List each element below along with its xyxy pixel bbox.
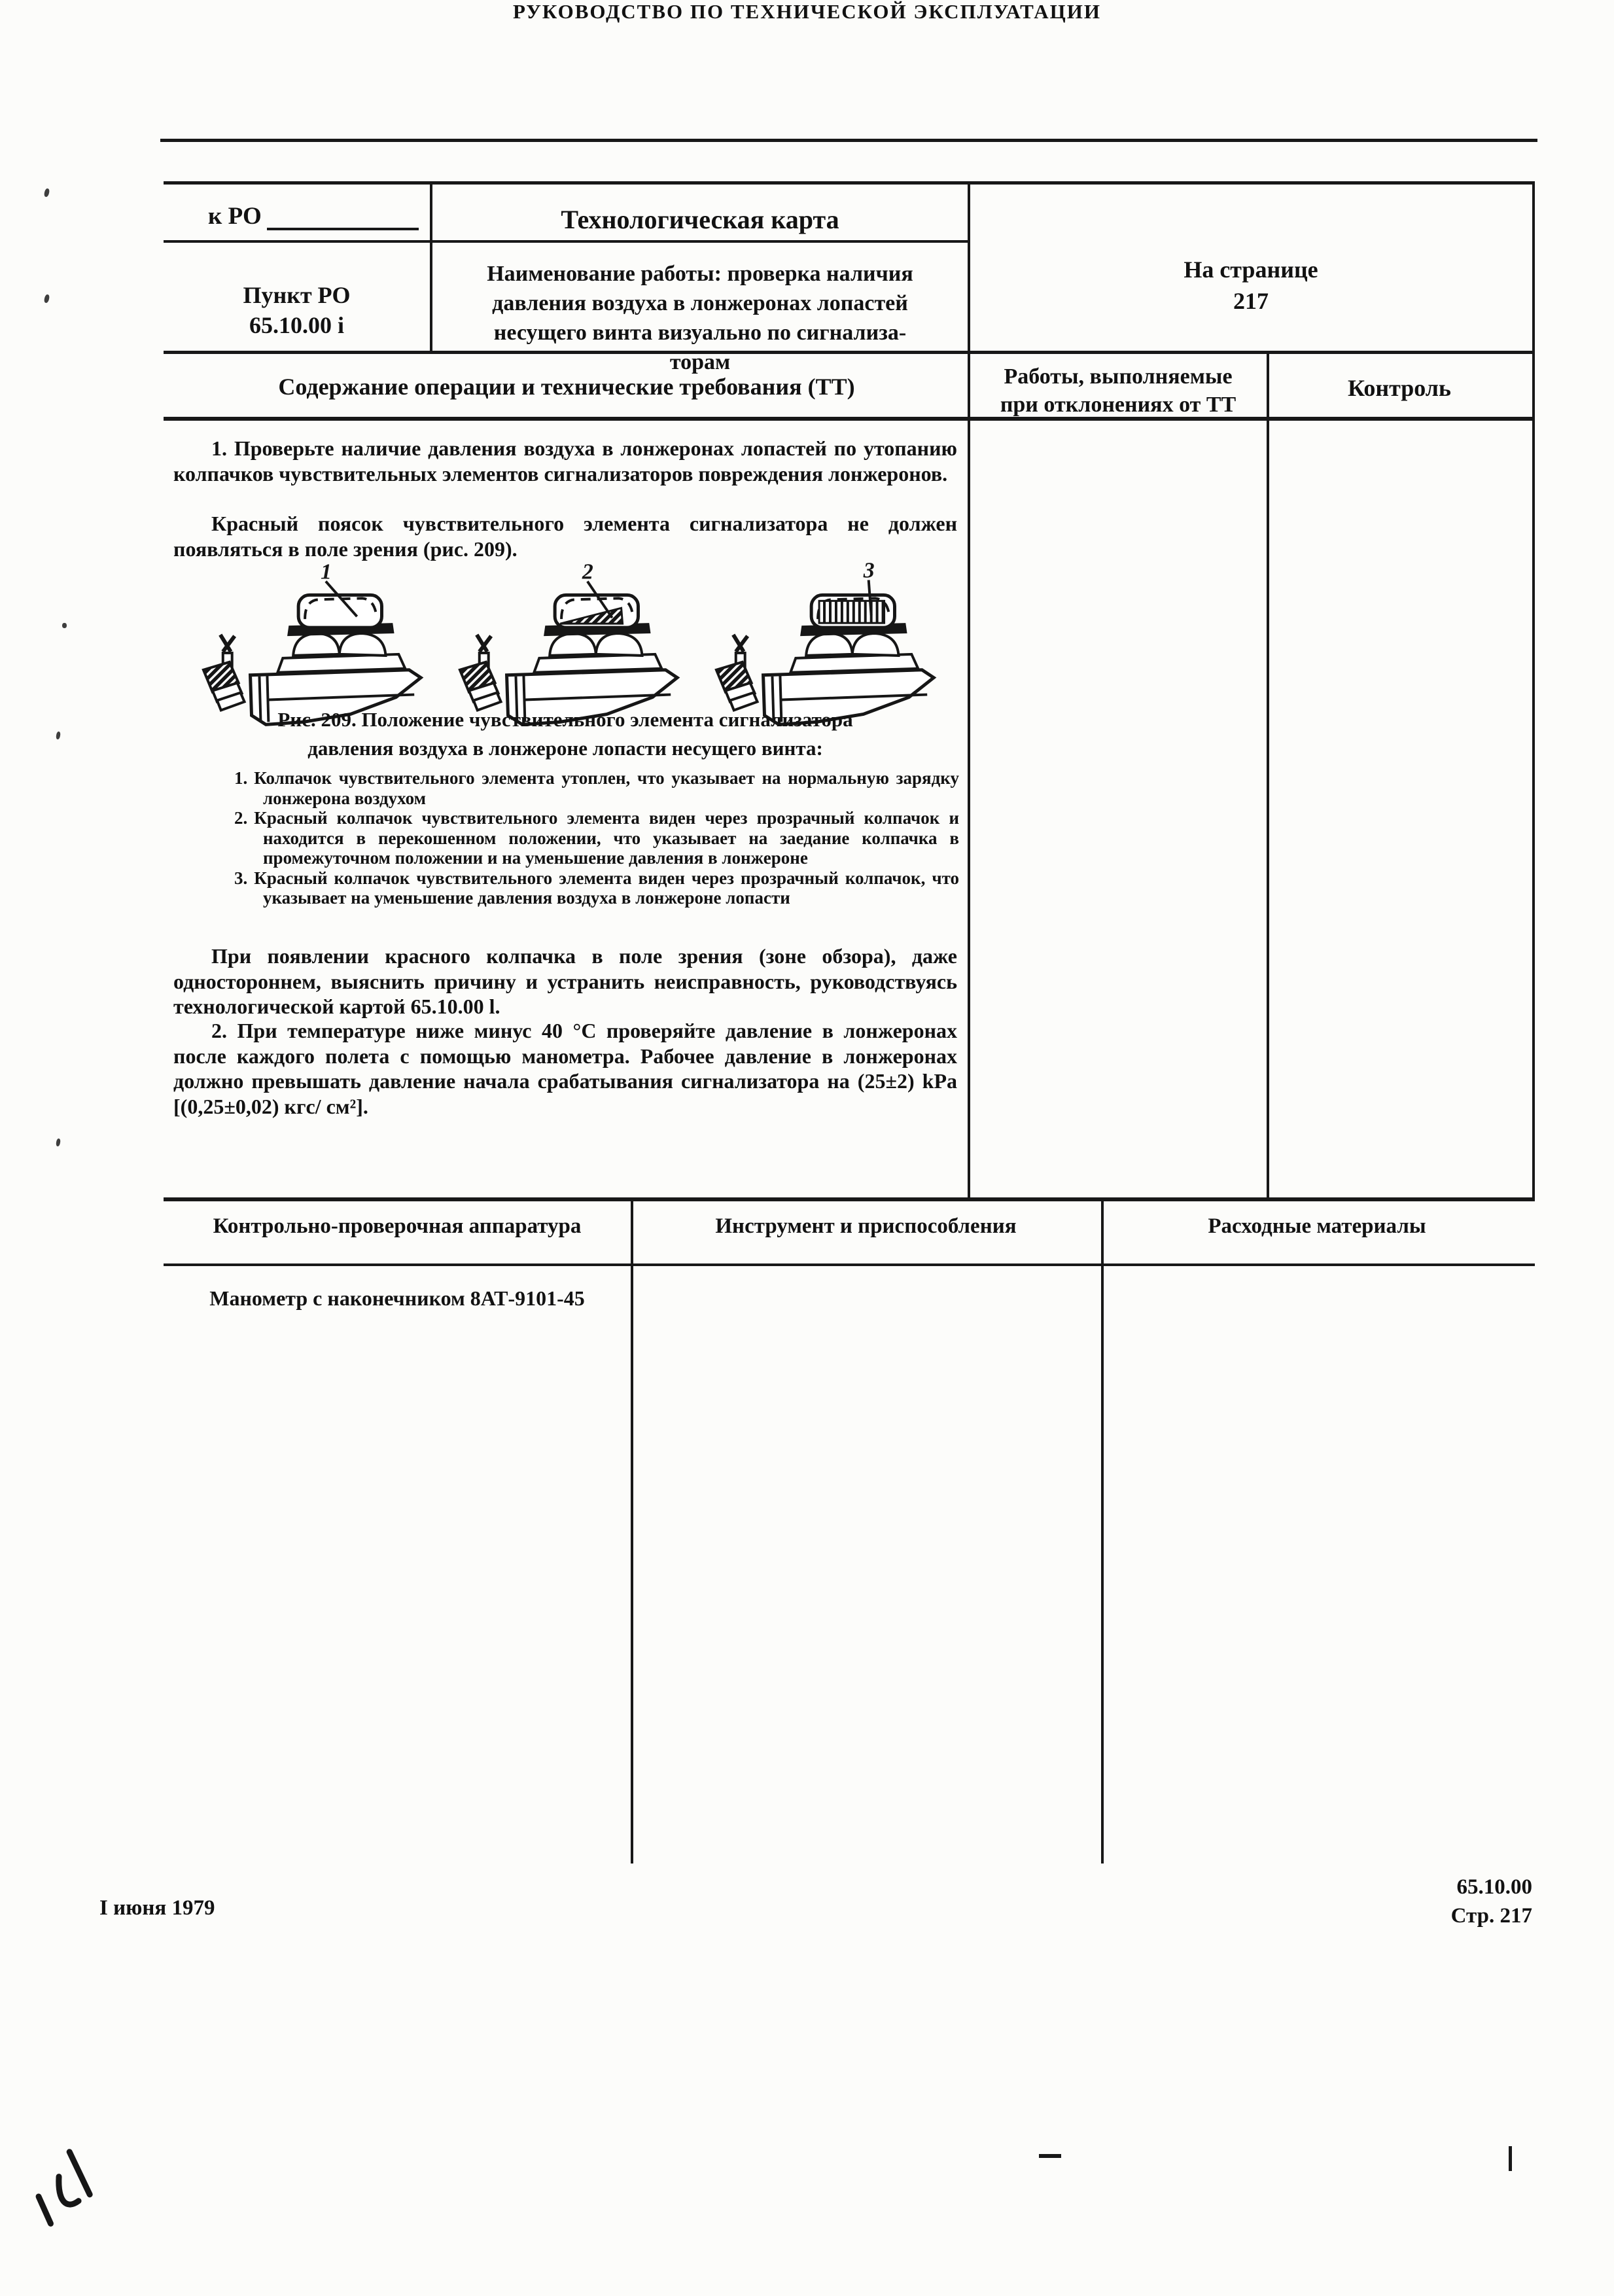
work-name-line: несущего винта визуально по сигнализа- [493,321,907,345]
table-right-border [1532,181,1535,1201]
figure-label-1: 1 [320,559,332,584]
work-name-cell [445,259,955,377]
figure-caption-list [234,768,959,908]
deviations-header-line2: при отклонениях от ТТ [1000,393,1237,417]
paragraph-1: 1. Проверьте наличие давления воздуха в лонжеронах лопастей по утопанию колпачков чувствительных элементов сигнализаторов повреждения лонжеронов. [173,436,957,486]
scan-speck [62,623,67,628]
scan-speck [44,294,50,303]
figure-caption-line2: давления воздуха в лонжероне лопасти несущего винта: [307,737,823,760]
bottom-header-tools: Инструмент и приспособления [715,1214,1017,1238]
work-name-line: давления воздуха в лонжеронах лопастей [492,291,908,315]
paragraph-4: 2. При температуре ниже минус 40 °С проверяйте давление в лонжеронах после каждого полета с помощью манометра. Рабочее давление в лонжеронах должно превышать давление начала срабатывания сигнализатора на (25±2) kPa [(0,25±0,02) кгс/ см²]. [173,1019,957,1118]
column-header-deviations [970,362,1267,419]
card-title: Технологическая карта [561,205,839,234]
scan-speck [56,732,61,740]
ro-point-value: 65.10.00 i [249,312,344,338]
bottom-table-divider-1 [631,1200,633,1863]
on-page-value: 217 [1233,288,1269,314]
vertical-divider-2 [968,181,970,1201]
work-name-line: Наименование работы: проверка наличия [487,262,913,286]
table-row-divider [164,240,970,243]
work-name-line: торам [669,350,731,374]
table-top-border [164,181,1535,185]
column-header-contents: Содержание операции и технические требования (ТТ) [278,374,855,400]
caption-item-text: Красный колпачок чувствительного элемента виден через прозрачный колпачок и находится в перекошенном положении, что указывает на заедание колпачка в промежуточном положении и на уменьшение давления в лонжероне [254,808,959,868]
vertical-divider-1 [430,181,432,354]
paragraph-3: При появлении красного колпачка в поле зрения (зоне обзора), даже одностороннем, выяснить причину и устранить неисправность, руководствуясь технологической картой 65.10.00 l. [173,944,957,1018]
caption-item-text: Красный колпачок чувствительного элемента виден через прозрачный колпачок, что указывает на уменьшение давления воздуха в лонжероне лопасти [254,868,959,908]
figure-illustration-3 [706,557,953,726]
bottom-header-materials: Расходные материалы [1208,1214,1426,1238]
caption-item-number: 3. [234,868,248,888]
ro-point-cell [164,280,430,340]
scan-speck [44,188,50,197]
to-ro-cell [208,202,419,230]
figure-caption-item [234,808,959,868]
to-ro-blank-line [267,202,419,230]
figure-caption-item [234,868,959,908]
header-rule [160,139,1537,142]
bottom-table-header-rule [164,1263,1535,1266]
on-page-label: На странице [1184,256,1318,283]
figure-label-3: 3 [863,558,875,583]
handwritten-scribble [26,2145,101,2233]
scan-tick-mark [1509,2146,1512,2171]
figure-illustration-2 [449,557,697,726]
bottom-header-kpa: Контрольно-проверочная аппаратура [213,1214,582,1238]
footer-doc-block [1341,1873,1532,1930]
ro-point-label: Пункт РО [243,282,351,308]
footer-doc-number: 65.10.00 [1456,1875,1532,1899]
scan-dash-mark [1039,2154,1061,2158]
caption-item-number: 1. [234,768,248,788]
paragraph-2: Красный поясок чувствительного элемента сигнализатора не должен появляться в поле зрения (рис. 209). [173,512,957,561]
column-header-bottom-border [164,417,1535,421]
figure-caption-item [234,768,959,808]
footer-page-number: Стр. 217 [1450,1904,1532,1928]
footer-date: I июня 1979 [99,1896,215,1920]
bottom-cell-manometer: Манометр с наконечником 8АТ-9101-45 [209,1286,585,1310]
caption-item-number: 2. [234,808,248,828]
deviations-header-line1: Работы, выполняемые [1004,364,1233,389]
column-header-control: Контроль [1348,375,1451,401]
figure-caption-line1: Рис. 209. Положение чувствительного элемента сигнализатора [277,708,853,731]
caption-item-text: Колпачок чувствительного элемента утоплен, что указывает на нормальную зарядку лонжерона воздухом [254,768,959,808]
on-page-cell [970,254,1532,317]
figure-illustration-1 [193,557,440,726]
to-ro-label: к РО [208,203,262,230]
page-title: РУКОВОДСТВО ПО ТЕХНИЧЕСКОЙ ЭКСПЛУАТАЦИИ [512,0,1102,23]
bottom-table-divider-2 [1101,1200,1104,1863]
figure-label-2: 2 [582,559,593,584]
figure-209 [193,557,965,726]
content-bottom-border [164,1197,1535,1201]
vertical-divider-3 [1267,354,1269,1201]
scan-speck [56,1139,61,1147]
